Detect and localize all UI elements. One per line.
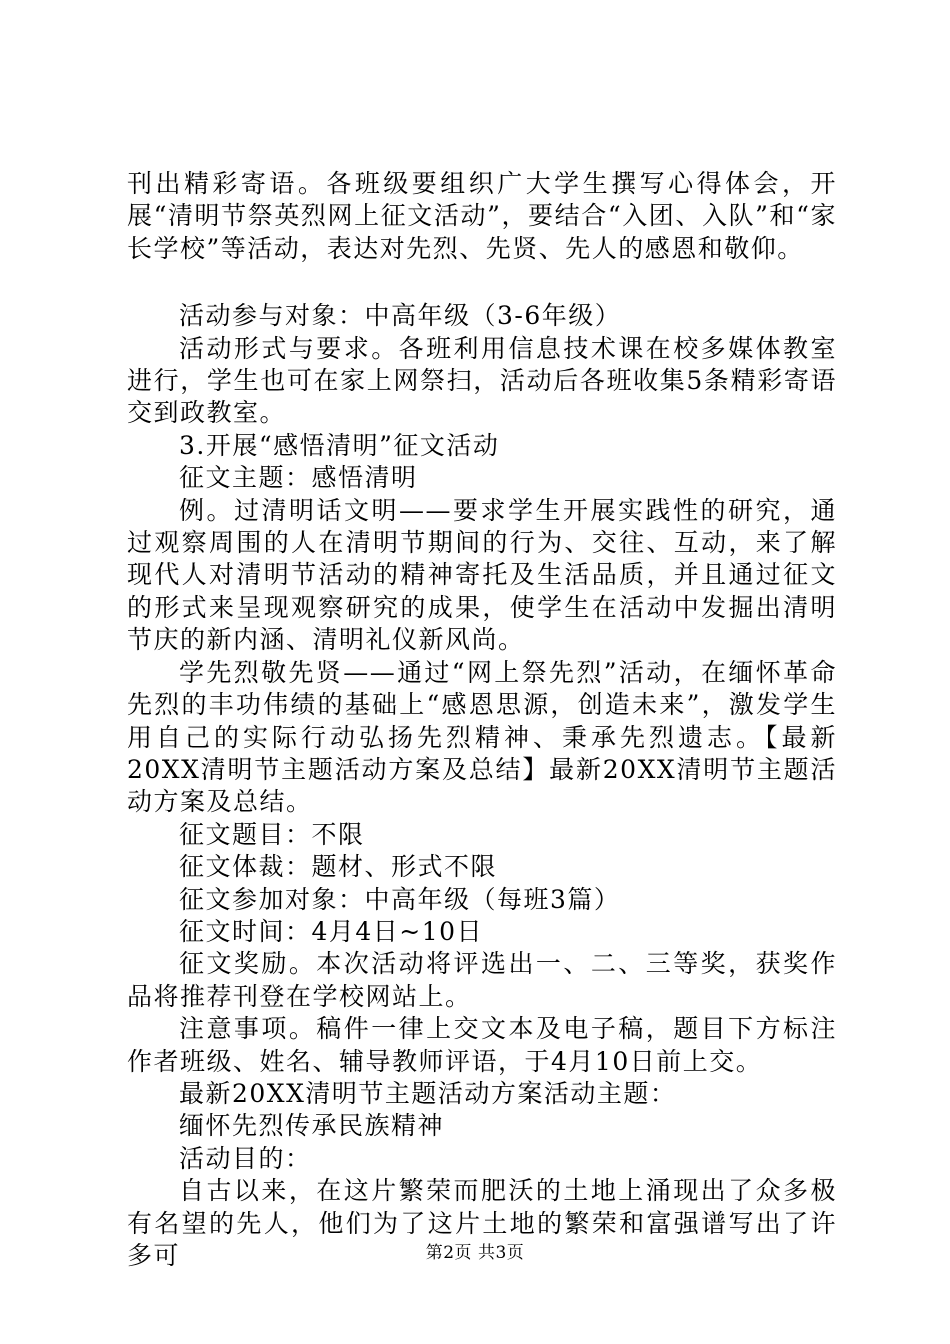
paragraph-example: 例。过清明话文明——要求学生开展实践性的研究，通过观察周围的人在清明节期间的行为、交往、互动，来了解现代人对清明节活动的精神寄托及生活品质，并且通过征文的形式来呈现观察研究的成果，使学生在活动中发掘出清明节庆的新内涵、清明礼仪新风尚。 [127, 495, 837, 655]
paragraph-essay-genre: 征文体裁：题材、形式不限 [179, 852, 498, 882]
paragraph-plan-theme-heading: 最新20XX清明节主题活动方案活动主题： [179, 1078, 677, 1108]
paragraph-essay-awards: 征文奖励。本次活动将评选出一、二、三等奖，获奖作品将推荐刊登在学校网站上。 [127, 949, 837, 1011]
paragraph-essay-participants: 征文参加对象：中高年级（每班3篇） [179, 884, 621, 914]
section-heading-essay-activity: 3.开展“感悟清明”征文活动 [179, 430, 500, 460]
paragraph-essay-time: 征文时间：4月4日~10日 [179, 916, 484, 946]
paragraph-essay-title: 征文题目：不限 [179, 819, 365, 849]
paragraph-essay-theme: 征文主题：感悟清明 [179, 463, 418, 493]
paragraph-gap [127, 265, 837, 300]
paragraph-participants: 活动参与对象：中高年级（3-6年级） [179, 301, 622, 331]
paragraph-format-requirements: 活动形式与要求。各班利用信息技术课在校多媒体教室进行，学生也可在家上网祭扫，活动后各班收集5条精彩寄语交到政教室。 [127, 333, 837, 428]
paragraph-continuation: 刊出精彩寄语。各班级要组织广大学生撰写心得体会，开展“清明节祭英烈网上征文活动”，要结合“入团、入队”和“家长学校”等活动，表达对先烈、先贤、先人的感恩和敬仰。 [127, 169, 837, 263]
paragraph-purpose-heading: 活动目的： [179, 1143, 312, 1173]
document-body [127, 168, 837, 1272]
paragraph-learn-martyrs: 学先烈敬先贤——通过“网上祭先烈”活动，在缅怀革命先烈的丰功伟绩的基础上“感恩思源，创造未来”，激发学生用自己的实际行动弘扬先烈精神、秉承先烈遗志。【最新20XX清明节主题活动方案及总结】最新20XX清明节主题活动方案及总结。 [127, 657, 837, 817]
page-footer: 第2页 共3页 [425, 1243, 525, 1263]
paragraph-purpose-body: 自古以来，在这片繁荣而肥沃的土地上涌现出了众多极有名望的先人，他们为了这片土地的繁荣和富强谱写出了许多可 [127, 1176, 837, 1270]
paragraph-notes: 注意事项。稿件一律上交文本及电子稿，题目下方标注作者班级、姓名、辅导教师评语，于4月10日前上交。 [127, 1014, 837, 1076]
paragraph-plan-theme: 缅怀先烈传承民族精神 [179, 1111, 445, 1141]
